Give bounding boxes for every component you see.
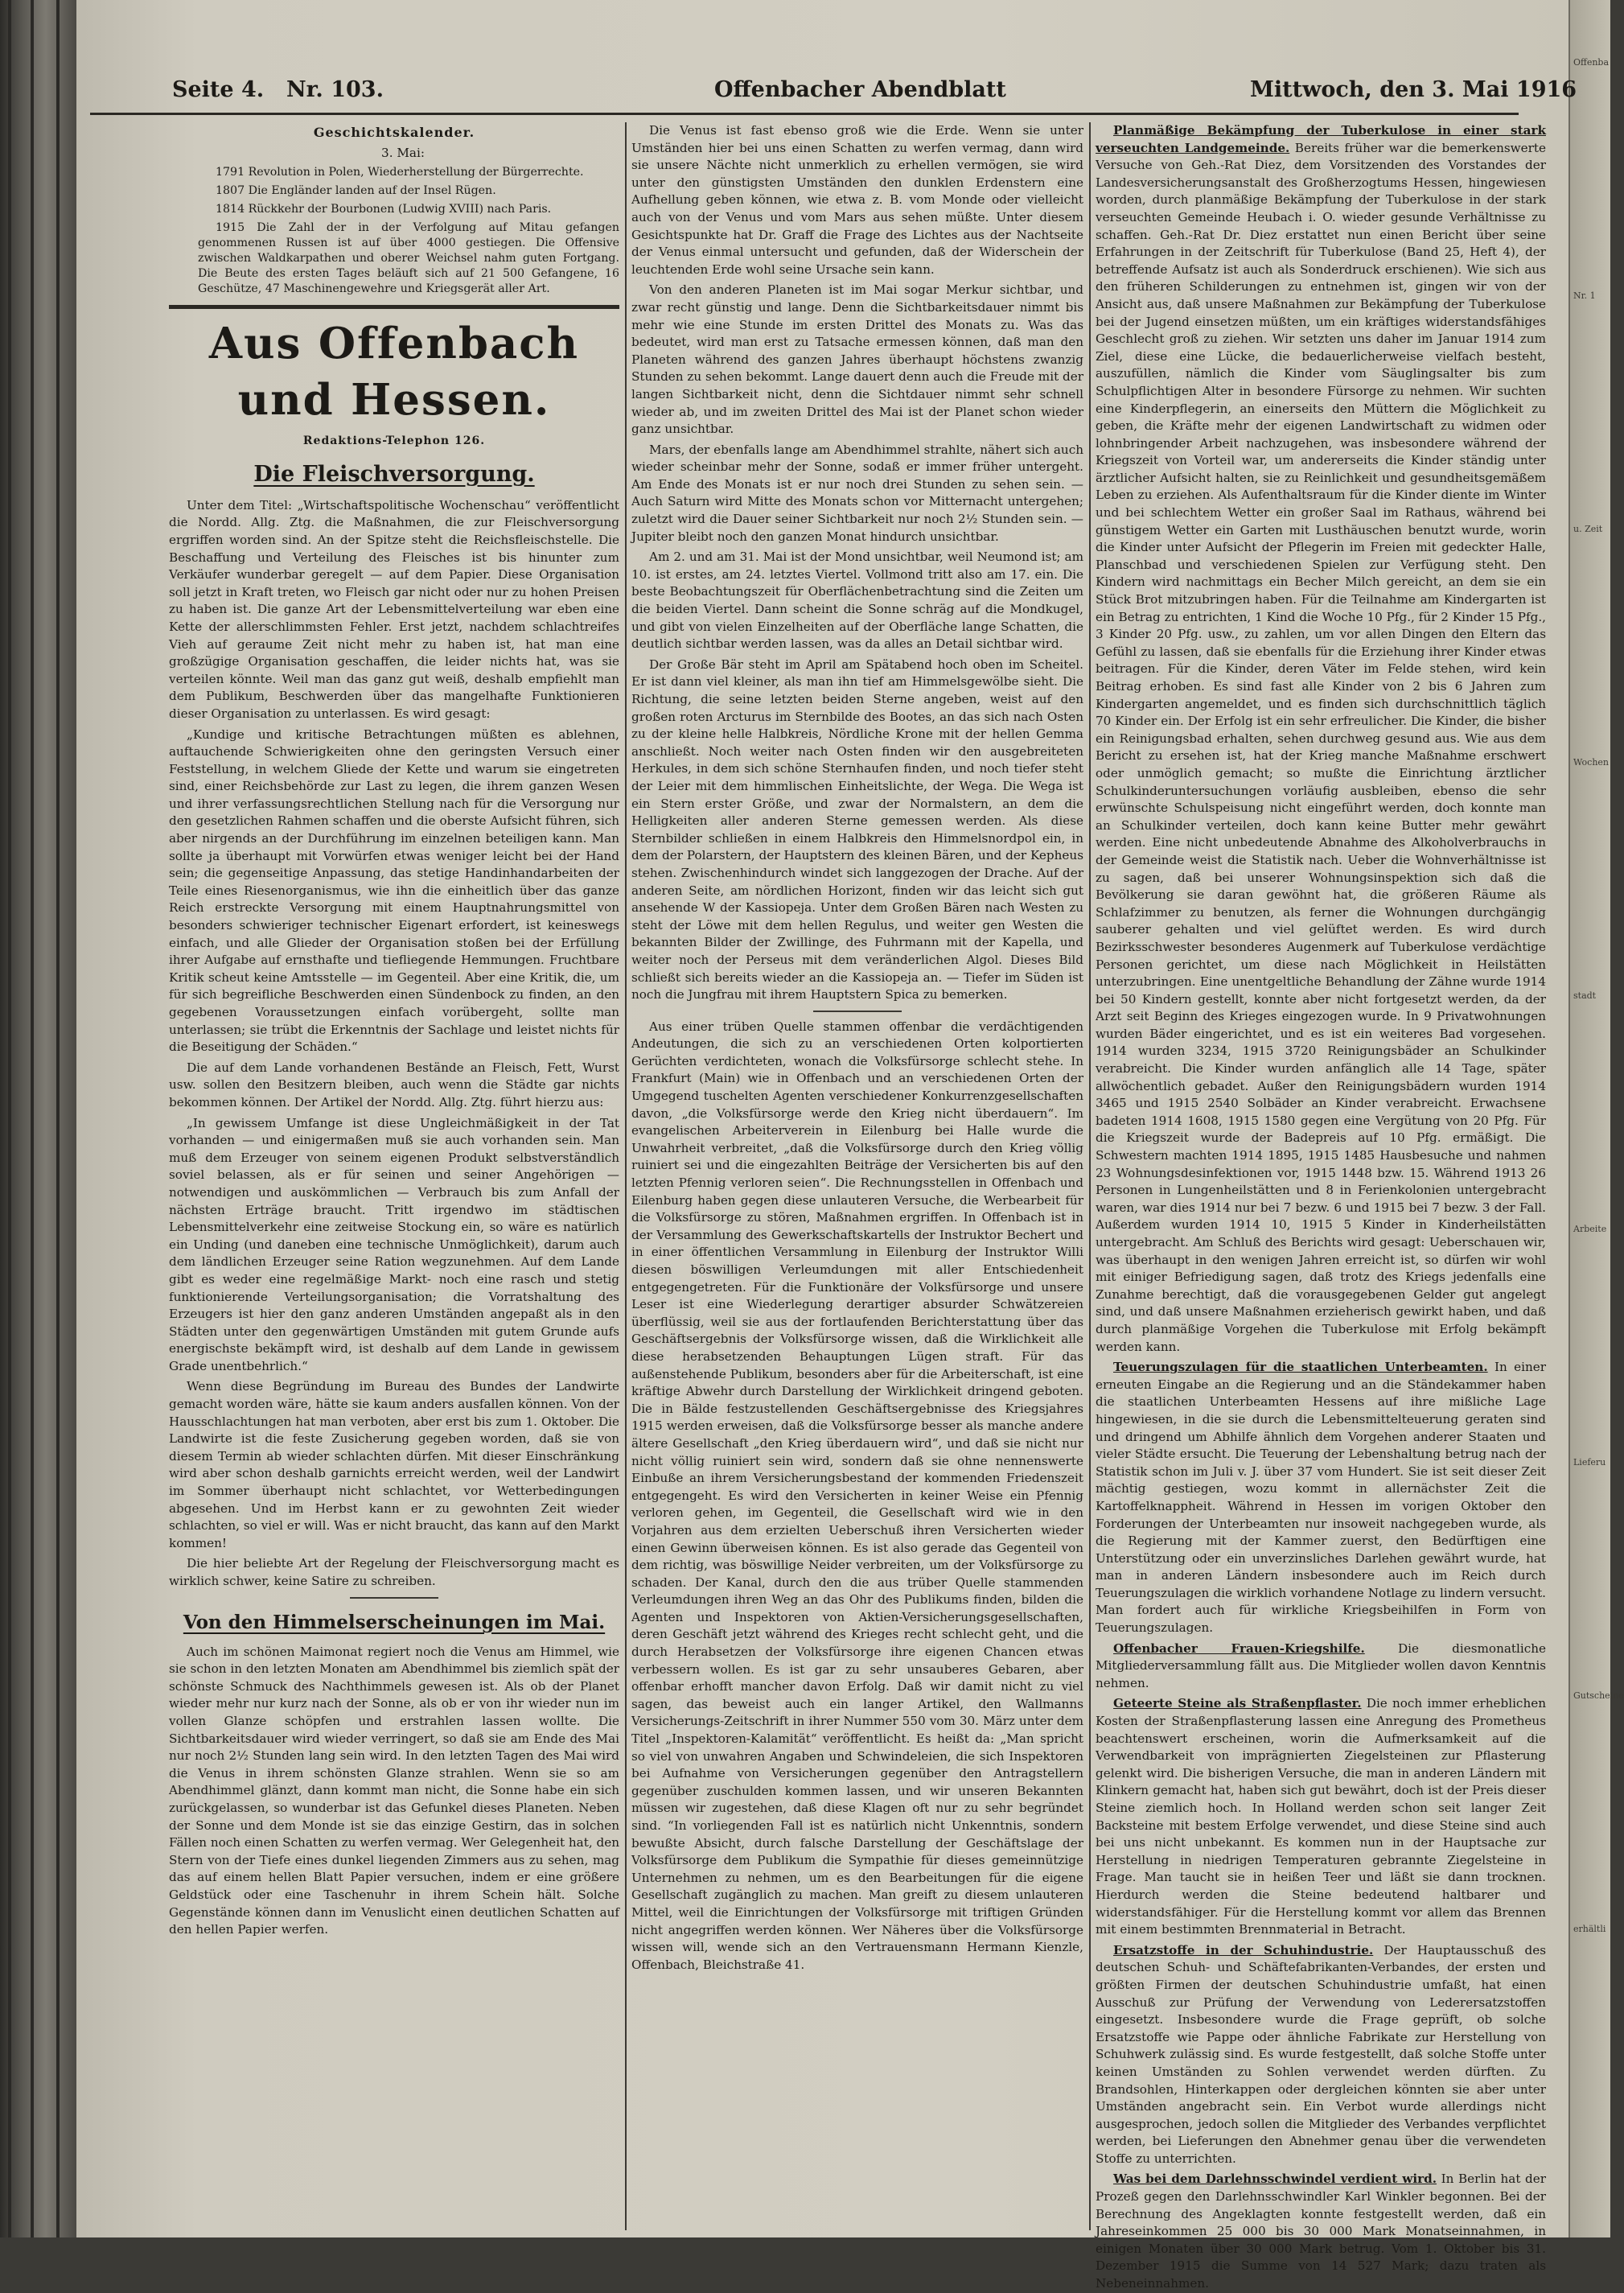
book-binding <box>0 0 76 2237</box>
article-body-himmelserscheinungen-part1 <box>169 1644 619 1939</box>
article-paragraph: Mars, der ebenfalls lange am Abendhimmel strahlte, nähert sich auch wieder scheinbar mehr der Sonne, sodaß er immer früher untergeht. Am Ende des Monats ist er nur noch drei Stunden zu sehen sein. — Auch Saturn wird Mitte des Monats schon vor Mitternacht untergehen; zuletzt wird die Dauer seiner Sichtbarkeit nur noch 2½ Stunden sein. — Jupiter bleibt noch den ganzen Monat hindurch unsichtbar. <box>631 442 1083 544</box>
news-item: Ersatzstoffe in der Schuhindustrie. Der Hauptausschuß des deutschen Schuh- und Schäftefabrikanten-Verbandes, der ersten und größten Firmen der deutschen Schuhindustrie umfaßt, hat einen Ausschuß zur Prüfung der Verwendung von Lederersatzstoffen eingesetzt. Insbesondere wurde die Frage geprüft, ob solche Ersatzstoffe wie Pappe oder ähnliche Fabrikate zur Herstellung von Schuhwerk zulässig sind. Es wurde festgestellt, daß solche Stoffe unter keinen Umständen zu Sohlen verwendet werden dürften. Zu Brandsohlen, Hinterkappen oder dergleichen könnten sie aber unter Umständen angebracht sein. Ein Verbot wurde allerdings nicht ausgesprochen, jedoch sollen die Mitglieder des Verbandes verpflichtet werden, bei Lieferungen den Abnehmer genau über die verwendeten Stoffe zu unterrichten. <box>1096 1942 1546 2166</box>
adjacent-page-edge <box>1568 0 1624 2237</box>
adjacent-page-fragment: Arbeite <box>1573 1224 1607 1234</box>
calendar-entry: 1807 Die Engländer landen auf der Insel Rügen. <box>216 184 496 198</box>
section-subtitle: Redaktions-Telephon 126. <box>302 434 486 448</box>
article-paragraph: Unter dem Titel: „Wirtschaftspolitische Wochenschau“ veröffentlicht die Nordd. Allg. Ztg. die Maßnahmen, die zur Fleischversorgung ergriffen worden sind. An der Spitze steht die Reichsfleischstelle. Die Beschaffung und Verteilung des Fleisches ist bis hinunter zum Verkäufer wunderbar geregelt — auf dem Papier. Diese Organisation soll jetzt in Kraft treten, wo Fleisch gar nicht oder nur zu hohen Preisen zu haben ist. Die ganze Art der Lebensmittelverteilung war eben eine Kette der allerschlimmsten Fehler. Erst jetzt, nachdem schlachtreifes Vieh auf geraume Zeit nicht mehr zu haben ist, hat man eine großzügige Organisation geschaffen, die leider nichts hat, was sie verteilen könnte. Weil man das ganz gut weiß, deshalb empfiehlt man dem Publikum, Beschwerden über das mangelhafte Funktionieren dieser Organisation zu unterlassen. Es wird gesagt: <box>169 497 619 721</box>
newspaper-title: Offenbacher Abendblatt <box>714 77 1006 102</box>
adjacent-page-fragment: Gutscheine <box>1573 1690 1624 1701</box>
news-item-heading: Geteerte Steine als Straßenpflaster. <box>1113 1696 1362 1711</box>
news-item-heading: Offenbacher Frauen-Kriegshilfe. <box>1113 1641 1365 1656</box>
calendar-title: Geschichtskalender. <box>313 125 475 140</box>
article-body-himmelserscheinungen-part2 <box>631 122 1083 1004</box>
article-body-fleischversorgung <box>169 497 619 1591</box>
local-news-items <box>1096 122 1546 2293</box>
news-item: Teuerungszulagen für die staatlichen Unterbeamten. In einer erneuten Eingabe an die Regierung und an die Ständekammer haben die staatlichen Unterbeamten Hessens auf ihre mißliche Lage hingewiesen, in die sie durch die Lebensmittelteuerung geraten sind und dringend um Abhilfe ähnlich dem Vorgehen anderer Staaten und vieler Städte ersucht. Die Teuerung der Lebenshaltung betrug nach der Statistik schon im Juli v. J. über 37 vom Hundert. Sie ist seit dieser Zeit mächtig gestiegen, wozu kommt in allernächster Zeit die Kartoffelknappheit. Während in Hessen im vorigen Oktober den Forderungen der Unterbeamten nur insoweit nachgegeben wurde, als die Regierung mit der Kammer zuerst, den Bedürftigen eine Unterstützung oder ein unverzinsliches Darlehen gewährt wurde, hat man in anderen Ländern insbesondere auch im Reich durch Teuerungszulagen die wirklich vorhandene Notlage zu lindern versucht. Man fordert auch für wirkliche Kriegsbeihilfen in Form von Teuerungszulagen. <box>1096 1360 1547 1636</box>
issue-number: Nr. 103. <box>286 77 384 102</box>
article-paragraph: Aus einer trüben Quelle stammen offenbar die verdächtigenden Andeutungen, die sich zu an verschiedenen Orten kolportierten Gerüchten verdichteten, wonach die Volksfürsorge schlecht stehe. In Frankfurt (Main) wie in Offenbach und an verschiedenen Orten der Umgegend tuschelten Agenten verschiedener Konkurrenzgesellschaften davon, „die Volksfürsorge werde den Krieg nicht überdauern“. Im evangelischen Arbeiterverein in Eilenburg bei Halle wurde die Unwahrheit verbreitet, „daß die Volksfürsorge durch den Krieg völlig ruiniert sei und die eingezahlten Beiträge der Versicherten bis auf den letzten Pfennig verloren seien“. Die Rechnungsstellen in Offenbach und Eilenburg haben gegen diese unlauteren Versuche, die Werbearbeit für die Volksfürsorge zu stören, Maßnahmen ergriffen. In Offenbach ist in der Versammlung des Gewerkschaftskartells der Instruktor Bechert und in einer öffentlichen Versammlung in Eilenburg der Instruktor Willi diesen böswilligen Verleumdungen mit aller Entschiedenheit entgegengetreten. Für die Funktionäre der Volksfürsorge und unsere Leser ist eine Wiederlegung derartiger absurder Schwätzereien überflüssig, weil sie aus der fortlaufenden Berichterstattung über das Geschäftsergebnis der Volksfürsorge wissen, daß die Wirklichkeit alle diese herabsetzenden Behauptungen Lügen straft. Für das außenstehende Publikum, besonders aber für die Arbeiterschaft, ist eine kräftige Abwehr durch Darstellung der Wirklichkeit dringend geboten. Die in Bälde festzustellenden Geschäftsergebnisse des Kriegsjahres 1915 werden erweisen, daß die Volksfürsorge besser als manche andere ältere Gesellschaft „den Krieg überdauern wird“, und daß sie nicht nur nicht völlig ruiniert sein wird, sondern daß sie ohne nennenswerte Einbuße an ihrem Versicherungsbestand der kommenden Friedenszeit entgegengeht. Es wird den Versicherten in keiner Weise ein Pfennig verloren gehen, im Gegenteil, die Gesellschaft wird wie in den Vorjahren aus dem erzielten Ueberschuß ihren Versicherten wieder einen Gewinn überweisen können. Es ist also gerade das Gegenteil von dem richtig, was böswillige Neider verbreiten, um der Volksfürsorge zu schaden. Der Kanal, durch den die aus trüber Quelle stammenden Verleumdungen ihren Weg an das Ohr des Publikums finden, bilden die Agenten und Inspektoren von Aktien-Versicherungsgesellschaften, deren Geschäft jetzt während des Krieges recht schlecht geht, und die durch Herabsetzen der Volksfürsorge ihre eigenen Chancen etwas verbessern wollen. Es ist gar zu sehr unsauberes Gebaren, aber offenbar erhofft mancher davon Erfolg. Daß wir damit nicht zu viel sagen, das beweist auch ein langer Artikel, den Wallmanns Versicherungs-Zeitschrift in ihrer Nummer 550 vom 30. März unter dem Titel „Inspektoren-Kalamität“ veröffentlicht. Es heißt da: „Man spricht so viel von unwahren Angaben und Schwindeleien, die sich Inspektoren bei Aufnahme von Versicherungen gegenüber den Antragstellern gegenüber zuschulden kommen lassen, und wir unseren Bekannten müssen wir zugestehen, daß diese Klagen oft nur zu sehr begründet sind. “In vorliegenden Fall ist es natürlich nicht Unkenntnis, sondern bewußte Absicht, durch falsche Darstellung der Geschäftslage der Volksfürsorge dem Publikum die Sympathie für dieses gemeinnützige Unternehmen zu nehmen, um es den Bearbeitungen für die eigene Gesellschaft zugänglich zu machen. Man greift zu diesem unlauteren Mittel, weil die Einrichtungen der Volksfürsorge mit triftigen Gründen nicht angegriffen werden können. Wer Näheres über die Volksfürsorge wissen will, wende sich an den Vertrauensmann Hermann Kienzle, Offenbach, Bleichstraße 41. <box>631 1019 1083 1972</box>
article-paragraph: Am 2. und am 31. Mai ist der Mond unsichtbar, weil Neumond ist; am 10. ist erstes, am 24. letztes Viertel. Vollmond tritt also am 17. ein. Die beste Beobachtungszeit für Oberflächenbetrachtung sind die Zeiten um die beiden Viertel. Dann scheint die Sonne schräg auf die Mondkugel, und gibt von vielen Einzelheiten auf der Oberfläche lange Schatten, die deutlich sichtbar werden lassen, was da alles an Detail sichtbar wird. <box>631 550 1083 652</box>
column-rule-1 <box>625 122 627 2230</box>
article-title-fleischversorgung: Die Fleischversorgung. <box>253 461 535 487</box>
article-paragraph: „In gewissem Umfange ist diese Ungleichmäßigkeit in der Tat vorhanden — und einigermaßen muß sie auch vorhanden sein. Man muß dem Erzeuger von seinem eigenen Produkt selbstverständlich soviel belassen, als er für seinen und seiner Angehörigen — notwendigen und auskömmlichen — Verbrauch bis zum Anfall der nächsten Erträge braucht. Tritt irgendwo im städtischen Lebensmittelverkehr eine zeitweise Stockung ein, so wäre es natürlich ein Unding (und daneben eine technische Unmöglichkeit), darum auch dem ländlichen Erzeuger seine Ration wegzunehmen. Auf dem Lande gibt es weder eine regelmäßige Markt- noch eine rasch und stetig funktionierende Verteilungsorganisation; die Vorratshaltung des Erzeugers ist hier den ganz anderen Umständen angepaßt als in den Städten unter den gegenwärtigen Umständen mit gutem Grunde aufs energischste bekämpft wird, ist deshalb auf dem Lande in gewissem Grade unentbehrlich.“ <box>169 1115 619 1373</box>
article-paragraph: Der Große Bär steht im April am Spätabend hoch oben im Scheitel. Er ist dann viel kleiner, als man ihn tief am Himmelsgewölbe sieht. Die Richtung, die seine letzten beiden Sterne angeben, weist auf den großen roten Arcturus im Sternbilde des Bootes, an das sich nach Osten zu der kleine helle Halbkreis, Nördliche Krone mit der hellen Gemma anschließt. Noch weiter nach Osten finden wir den ausgebreiteten Herkules, in dem sich schöne Sternhaufen finden, und noch tiefer steht der Leier mit dem himmlischen Einheitslichte, der Wega. Die Wega ist ein Stern erster Größe, und zwar der Normalstern, an dem die Helligkeiten aller anderen Sterne gemessen werden. Als diese Sternbilder schließen in einem Halbkreis den Himmelsnordpol ein, in dem der Polarstern, der Hauptstern des kleinen Bären, und der Kepheus stehen. Zwischenhindurch windet sich langgezogen der Drache. Auf der anderen Seite, am nördlichen Horizont, finden wir das leicht sich gut ansehende W der Kassiopeja. Unter dem Großen Bären nach Westen zu steht der Löwe mit dem hellen Regulus, und weiter gen Westen die bekannten Bilder der Zwillinge, des Fuhrmann mit der Kapella, und weiter noch der Perseus mit dem veränderlichen Algol. Dieses Bild schließt sich bereits wieder an die Kassiopeja an. — Tiefer im Süden ist noch die Jungfrau mit ihrem Hauptstern Spica zu bemerken. <box>631 657 1083 1002</box>
calendar-entry: 1915 Die Zahl der in der Verfolgung auf Mitau gefangen genommenen Russen ist auf über 4000 gestiegen. Die Offensive zwischen Waldkarpathen und oberer Weichsel nahm guten Fortgang. Die Beute des ersten Tages beläuft sich auf 21 500 Gefangene, 16 Geschütze, 47 Maschinengewehre und Kriegsgerät aller Art. <box>198 221 619 296</box>
news-item: Planmäßige Bekämpfung der Tuberkulose in einer stark verseuchten Landgemeinde. Bereits früher war die bemerkenswerte Versuche von Geh.-Rat Diez, dem Vorsitzenden des Vorstandes der Landesversicherungsanstalt des Großherzogtums Hessen, hingewiesen worden, durch planmäßige Bekämpfung der Tuberkulose in der stark verseuchten Gemeinde Heubach i. O. wieder gesunde Verhältnisse zu schaffen. Geh.-Rat Dr. Diez erstattet nun einen Bericht über seine Erfahrungen in der Zeitschrift für Tuberkulose (Band 25, Heft 4), der betreffende Aufsatz ist auch als Sonderdruck erschienen). Wie sich aus den früheren Schilderungen zu entnehmen ist, gingen wir von der Ansicht aus, daß unsere Maßnahmen zur Bekämpfung der Tuberkulose bei der Jugend einsetzen müßten, um ein kräftiges widerstandsfähiges Geschlecht groß zu ziehen. Wir setzten uns daher im Januar 1914 zum Ziel, diese eine Lücke, die bedauerlicherweise vielfach besteht, auszufüllen, nämlich die Kinder vom Säuglingsalter bis zum Schulpflichtigen Alter in besondere Fürsorge zu nehmen. Wir suchten eine Kinderpflegerin, an einerseits den Müttern die Möglichkeit zu geben, die Kräfte mehr der eigenen Landwirtschaft zu widmen oder lohnbringender Arbeit nachzugehen, was insbesondere während der Kriegszeit von Vorteil war, um andererseits die Kinder ständig unter ärztlicher Aufsicht halten, sie zu Reinlichkeit und gesundheitsgemäßem Leben zu erziehen. Als Aufenthaltsraum für die Kinder diente im Winter und bei schlechtem Wetter ein großer Saal im Rathaus, während bei günstigem Wetter ein Garten mit Lusthäuschen benutzt wurde, worin die Kinder unter Aufsicht der Pflegerin im Freien mit gedeckter Halle, Planschbad und verschiedenen Spielen zur Verfügung steht. Den Kindern wird nachmittags ein Becher Milch gereicht, an dem sie ein Stück Brot mitzubringen haben. Für die Teilnahme am Kindergarten ist ein Betrag zu entrichten, 1 Kind die Woche 10 Pfg., für 2 Kinder 15 Pfg., 3 Kinder 20 Pfg. usw., zu zahlen, um vor allen Dingen den Eltern das Gefühl zu lassen, daß sie ebenfalls für die Erziehung ihrer Kinder etwas beitragen. Für die Kinder, deren Väter im Felde stehen, wird kein Beitrag erhoben. Es sind fast alle Kinder von 2 bis 6 Jahren zum Kindergarten angemeldet, und es finden sich durchschnittlich täglich 70 Kinder ein. Der Erfolg ist ein sehr erfreulicher. Die Kinder, die bisher ein Reinigungsbad erhalten, sehen durchweg gesund aus. Wie aus dem Bericht zu ersehen ist, hat der Krieg manche Maßnahme erschwert oder unmöglich gemacht; so mußte die Einrichtung ärztlicher Schulkinderuntersuchungen vorläufig ausbleiben, ebenso die sehr erwünschte Schulspeisung nicht eingeführt werden, doch konnte man an Schulkinder verteilen, doch kann keine Butter mehr gewährt werden. Eine nicht unbedeutende Abnahme des Alkoholverbrauchs in der Gemeinde weist die Statistik nach. Ueber die Wohnverhältnisse ist zu sagen, daß bei unserer Wohnungsinspektion sich daß die Bevölkerung sie daran gewöhnt hat, die größeren Räume als Schlafzimmer zu benutzen, als ferner die Wohnungen durchgängig sauberer gehalten und viel gelüftet werden. Es wird durch Bezirksschwester besonderes Augenmerk auf Tuberkulose verdächtige Personen gerichtet, um diese nach Möglichkeit in Heilstätten unterzubringen. Eine unentgeltliche Behandlung der Zähne wurde 1914 bei 50 Kindern gestellt, konnte aber nicht fortgesetzt werden, da der Arzt seit Beginn des Krieges eingezogen wurde. In 9 Privatwohnungen wurden Bäder eingerichtet, und es ist ein weiteres Bad vorgesehen. 1914 wurden 3234, 1915 3720 Reinigungsbäder an Schulkinder verabreicht. Die Kinder wurden anfänglich alle 14 Tage, später allwöchentlich gebadet. Außer den Reinigungsbädern wurden 1914 3465 und 1915 2540 Solbäder an Kinder verabreicht. Erwachsene badeten 1914 1608, 1915 1580 gegen eine Vergütung von 20 Pfg. Für die Kriegszeit wurde der Badepreis auf 10 Pfg. ermäßigt. Die Schwestern machten 1914 1895, 1915 1485 Hausbesuche und nahmen 23 Wohnungsdesinfektionen vor, 1915 1448 bzw. 15. Während 1913 26 Personen in Lungenheilstätten und 8 in Ferienkolonien untergebracht waren, war dies 1914 nur bei 7 bezw. 6 und 1915 bei 7 bezw. 3 der Fall. Außerdem wurden 1914 10, 1915 5 Kinder in Kinderheilstätten untergebracht. Am Schluß des Berichts wird gesagt: Ueberschauen wir, was überhaupt in den wenigen Jahren erreicht ist, so dürfen wir wohl mit einiger Befriedigung sagen, daß trotz des Kriegs jedenfalls eine Zunahme berechtigt, daß die vorausgegebenen Gelder gut angelegt sind, und daß unsere Maßnahmen erzieherisch gewirkt haben, und daß durch planmäßige Vorgehen die Tuberkulose mit Erfolg bekämpft werden kann. <box>1096 123 1546 1354</box>
adjacent-page-fragment: Wochen <box>1573 757 1610 768</box>
adjacent-page-fragment: Offenba <box>1573 57 1610 68</box>
page-number: Seite 4. <box>172 77 265 102</box>
column-3 <box>1096 122 1547 2291</box>
header-rule <box>90 113 1519 115</box>
calendar-date: 3. Mai: <box>381 145 425 160</box>
news-item: Offenbacher Frauen-Kriegshilfe. Die diesmonatliche Mitgliederversammlung fällt aus. Die Mitglieder wollen davon Kenntnis nehmen. <box>1096 1641 1546 1690</box>
article-paragraph: Auch im schönen Maimonat regiert noch die Venus am Himmel, wie sie schon in den letzten Monaten am Abendhimmel bis ziemlich spät der schönste Schmuck des Nachthimmels gewesen ist. Als ob der Planet wieder mehr nur kurz nach der Sonne, als ob er von ihr wieder nun im vollen Glanze schöpfen und erstrahlen lassen wollte. Die Sichtbarkeitsdauer wird wieder verringert, so daß sie am Ende des Mai nur noch 2½ Stunden lang sein wird. In den letzten Tagen des Mai wird die Venus in ihrem schönsten Glanze strahlen. Wenn sie so am Abendhimmel glänzt, dann kommt man nicht, die Sonne habe ein sich zurückgelassen, so wunderbar ist das Gefunkel dieses Planeten. Neben der Sonne und dem Monde ist sie das einzige Gestirn, das in solchen Fällen noch einen Schatten zu werfen vermag. Wer Gelegenheit hat, den Stern von der Tiefe eines dunkel liegenden Zimmers aus zu sehen, mag das auf einem hellen Blatt Papier versuchen, indem er eine größere Geldstück oder eine Taschenuhr in ihrem Schein hält. Solche Gegenstände können dann im Venuslicht einen deutlichen Schatten auf den hellen Papier werfen. <box>169 1644 619 1937</box>
column-rule-2 <box>1089 122 1091 2230</box>
article-divider <box>350 1597 438 1599</box>
adjacent-page-fragment: erhältli <box>1573 1924 1606 1934</box>
adjacent-page-fragment: stadt <box>1573 990 1597 1001</box>
calendar-entry: 1791 Revolution in Polen, Wiederherstellung der Bürgerrechte. <box>216 166 584 179</box>
adjacent-page-fragment: Nr. 1 <box>1573 290 1596 301</box>
article-divider <box>813 1011 902 1012</box>
news-item-heading: Was bei dem Darlehnsschwindel verdient wird. <box>1113 2172 1437 2187</box>
news-item-heading: Ersatzstoffe in der Schuhindustrie. <box>1113 1942 1374 1957</box>
adjacent-page-fragment: u. Zeit <box>1573 524 1603 534</box>
page-header <box>88 77 1577 109</box>
section-title: Aus Offenbach und Hessen. <box>208 319 580 426</box>
issue-date: Mittwoch, den 3. Mai 1916 <box>1250 77 1577 102</box>
column-2 <box>631 122 1083 2230</box>
article-title-himmelserscheinungen: Von den Himmelserscheinungen im Mai. <box>183 1611 606 1633</box>
article-body-volksfuersorge <box>631 1019 1083 1974</box>
news-item: Was bei dem Darlehnsschwindel verdient wird. In Berlin hat der Prozeß gegen den Darlehnsschwindler Karl Winkler begonnen. Bei der Berechnung des Angeklagten konnte festgestellt werden, daß ein Jahreseinkommen 25 000 bis 30 000 Mark Monatseinnahmen, in einigen Monaten über 30 000 Mark betrug. Vom 1. Oktober bis 31. Dezember 1915 die Summe von 14 527 Mark; dazu traten als Nebeneinnahmen. <box>1096 2172 1546 2291</box>
adjacent-page-fragment: Lieferu <box>1573 1457 1606 1468</box>
article-paragraph: Die hier beliebte Art der Regelung der Fleischversorgung macht es wirklich schwer, keine Satire zu schreiben. <box>169 1556 619 1588</box>
article-paragraph: Die Venus ist fast ebenso groß wie die Erde. Wenn sie unter Umständen hier bei uns einen Schatten zu werfen vermag, dann wird sie unsere Nächte nicht unmerklich zu erhellen vermögen, sie wird unter den günstigsten Umständen den dunklen Erdenstern eine Aufhellung geben können, wie etwa z. B. vom Monde oder vielleicht auch von der Venus und vom Mars aus sehen müßte. Unter diesem Gesichtspunkte hat Dr. Graff die Frage des Lichtes aus der Nachtseite der Venus einmal untersucht und gefunden, daß der Widerschein der leuchtenden Erde wohl seine Ursache sein kann. <box>631 123 1083 277</box>
calendar-entry: 1814 Rückkehr der Bourbonen (Ludwig XVIII) nach Paris. <box>216 203 552 216</box>
news-item: Geteerte Steine als Straßenpflaster. Die noch immer erheblichen Kosten der Straßenpflasterung lassen eine Anregung des Prometheus beachtenswert erscheinen, worin die Aufmerksamkeit auf die Verwendbarkeit von imprägnierten Ziegelsteinen zur Pflasterung gelenkt wird. Die bisherigen Versuche, die man in anderen Ländern mit Klinkern gemacht hat, haben sich gut bewährt, doch ist der Preis dieser Steine ziemlich hoch. In Holland werden schon seit langer Zeit Backsteine mit bestem Erfolge verwendet, und diese Steine sind auch bei uns nicht unbekannt. Es kommen nun in der Hauptsache zur Herstellung in niedrigen Temperaturen gebrannte Ziegelsteine in Frage. Man taucht sie in heißen Teer und läßt sie dann trocknen. Hierdurch werden die Steine bedeutend haltbarer und widerstandsfähiger. Für die Herstellung kommt vor allem das Brennen mit einem bestimmten Brennmaterial in Betracht. <box>1096 1696 1546 1937</box>
article-paragraph: Die auf dem Lande vorhandenen Bestände an Fleisch, Fett, Wurst usw. sollen den Besitzern bleiben, auch wenn die Städte gar nichts bekommen können. Der Artikel der Nordd. Allg. Ztg. führt hierzu aus: <box>169 1060 619 1109</box>
section-rule <box>169 305 619 309</box>
article-paragraph: Von den anderen Planeten ist im Mai sogar Merkur sichtbar, und zwar recht günstig und lange. Denn die Sichtbarkeitsdauer nimmt bis mehr wie eine Stunde im ersten Drittel des Monats zu. Was das bedeutet, wird man erst zu Tatsache ermessen können, daß man den Planeten während des ganzen Jahres überhaupt höchstens zwanzig Stunden zu sehen bekommt. Lange dauert denn auch die Freude mit der langen Sichtbarkeit nicht, denn die Sichtdauer nimmt sehr schnell wieder ab, und im zweiten Drittel des Mai ist der Planet schon wieder ganz unsichtbar. <box>631 282 1083 437</box>
column-1 <box>169 122 619 2230</box>
news-item-heading: Planmäßige Bekämpfung der Tuberkulose in einer stark verseuchten Landgemeinde. <box>1096 123 1546 155</box>
news-item-heading: Teuerungszulagen für die staatlichen Unterbeamten. <box>1113 1360 1488 1375</box>
calendar-entries <box>169 165 619 297</box>
article-paragraph: „Kundige und kritische Betrachtungen müßten es ablehnen, auftauchende Schwierigkeiten ohne den geringsten Versuch einer Feststellung, in welchem Gliede der Kette und warum sie eingetreten sind, einer Reichsbehörde zur Last zu legen, die ihrem ganzen Wesen und ihrer verfassungsrechtlichen Stellung nach für die Versorgung nur den gesetzlichen Rahmen schaffen und die oberste Aufsicht führen, sich aber nirgends an der Durchführung im einzelnen beteiligen kann. Man sollte ja überhaupt mit Vorwürfen etwas weniger leicht bei der Hand sein; die gegenseitige Anpassung, das stetige Handinhandarbeiten der Teile eines Riesenorganismus, wie ihn die einheitlich über das ganze Reich erstreckte Versorgung mit einem Hauptnahrungsmittel von besonders schwieriger technischer Eigenart erfordert, ist keineswegs einfach, und alle Glieder der Organisation stoßen bei der Erfüllung ihrer Aufgabe auf ernsthafte und tiefliegende Hemmungen. Fruchtbare Kritik scheut keine Amtsstelle — im Gegenteil. Aber eine Kritik, die, um für sich begreifliche Beschwerden einen Sündenbock zu finden, an den gegebenen Voraussetzungen einfach vorübergeht, sollte man unterlassen; sie trübt die Erkenntnis der Sachlage und leistet nichts für die Beseitigung der Schäden.“ <box>169 727 619 1055</box>
article-paragraph: Wenn diese Begründung im Bureau des Bundes der Landwirte gemacht worden wäre, hätte sie kaum anders ausfallen können. Von der Hausschlachtungen hat man verboten, aber erst bis zum 1. Oktober. Die Landwirte ist die feste Zusicherung gegeben worden, daß sie von diesem Termin ab wieder schlachten dürfen. Mit dieser Einschränkung wird aber schon deshalb garnichts erreicht werden, weil der Landwirt im Sommer überhaupt nicht schlachtet, vor Wetterbedingungen abgesehen. Und im Herbst kann er zu gewohnten Zeit wieder schlachten, so viel er will. Was er nicht braucht, das kann auf den Markt kommen! <box>169 1379 619 1550</box>
